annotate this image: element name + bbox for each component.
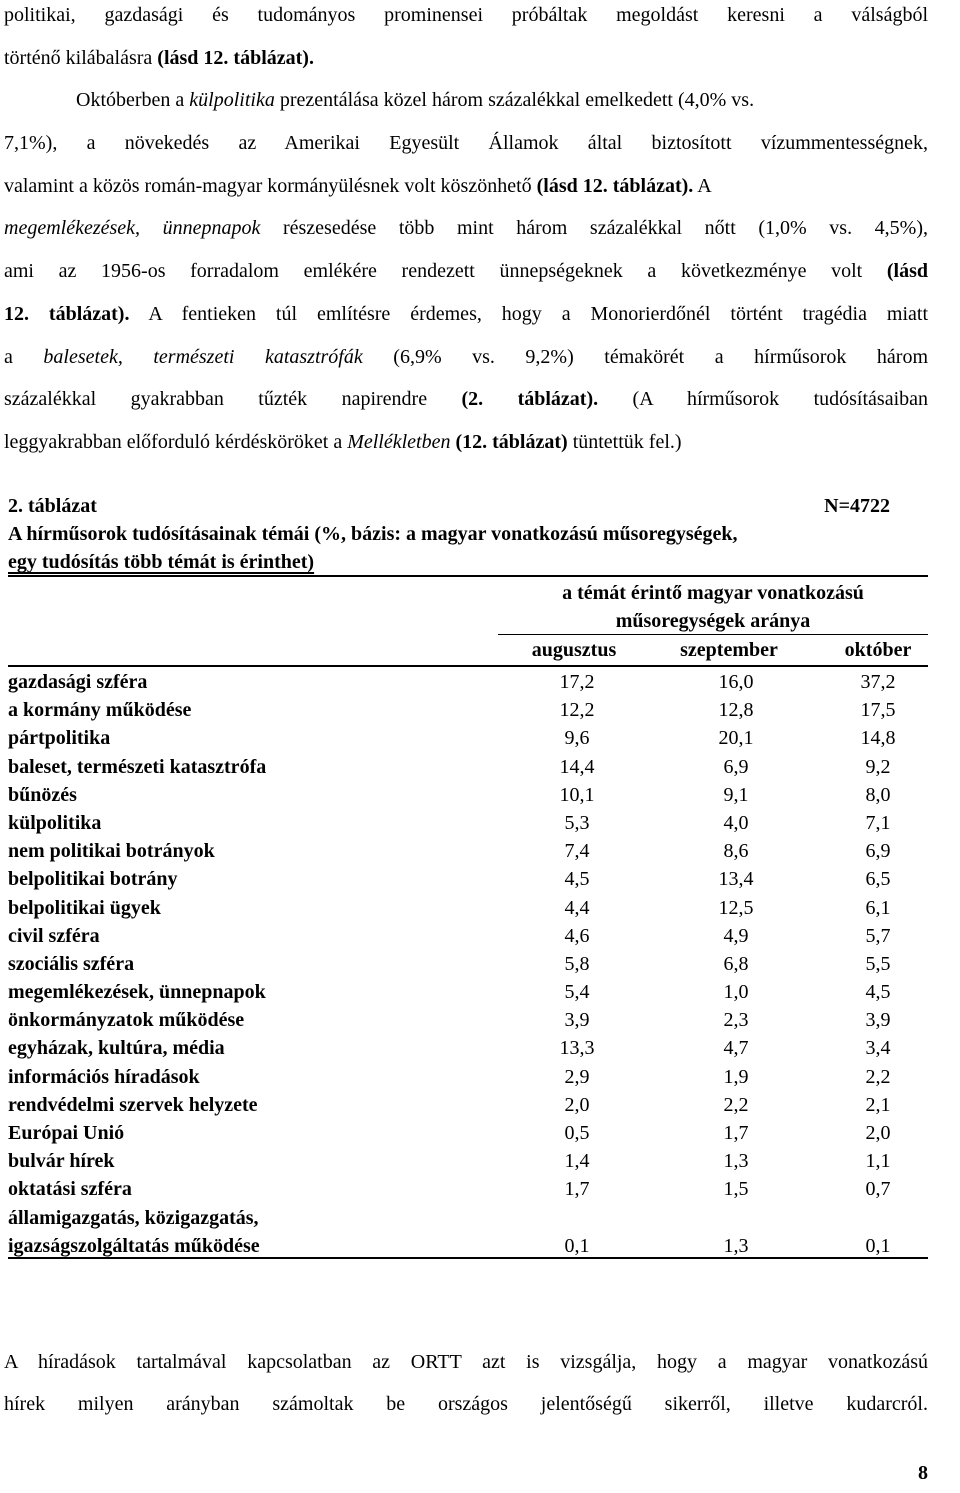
table-row: [8, 837, 928, 865]
row-label: önkormányzatok működése: [8, 1009, 245, 1032]
sample-size: N=4722: [824, 495, 890, 517]
value-szeptember: 4,9: [723, 924, 749, 947]
text-line: [4, 378, 928, 421]
value-oktober: 0,1: [865, 1234, 891, 1257]
value-augusztus: 0,5: [564, 1122, 590, 1144]
table-bottom-rule: [8, 1257, 928, 1259]
table-reference: (lásd 12. táblázat).: [536, 174, 694, 197]
value-augusztus: 13,3: [559, 1037, 595, 1060]
text-line: [4, 122, 928, 165]
value-szeptember: 1,3: [723, 1234, 749, 1257]
table-number: 2. táblázat: [8, 495, 97, 517]
row-label-line: igazságszolgáltatás működése: [8, 1234, 260, 1257]
text-run: leggyakrabban előforduló kérdésköröket a: [4, 430, 343, 453]
text-line: [4, 293, 928, 336]
value-augusztus: 17,2: [559, 671, 595, 693]
emphasis-term: megemlékezések, ünnepnapok: [4, 217, 261, 240]
value-augusztus: 5,4: [564, 981, 590, 1004]
page-number: 8: [918, 1462, 928, 1484]
column-header-szeptember: szeptember: [680, 639, 778, 661]
text-run: a: [4, 345, 13, 368]
row-label: megemlékezések, ünnepnapok: [8, 981, 266, 1004]
table-reference: (lásd 12. táblázat).: [157, 46, 314, 69]
value-augusztus: 7,4: [564, 840, 590, 863]
text-run: A híradások tartalmával kapcsolatban az ORTT azt is vizsgálja, hogy a magyar vonatkozású: [4, 1351, 928, 1373]
table-body: [8, 668, 928, 1260]
table-row: [8, 1119, 928, 1147]
table-row: [8, 1204, 928, 1260]
text-run: politikai, gazdasági és tudományos prominensei próbáltak megoldást keresni a válságból: [4, 4, 928, 26]
intro-text: [4, 0, 928, 464]
table-row: [8, 696, 928, 724]
value-szeptember: 1,3: [723, 1150, 749, 1173]
table-row: [8, 668, 928, 696]
value-augusztus: 10,1: [559, 783, 595, 806]
table-row: [8, 753, 928, 781]
text-run: hírek milyen arányban számoltak be országos jelentőségű sikerről, illetve kudarcról.: [4, 1393, 928, 1415]
value-oktober: 3,4: [865, 1037, 891, 1060]
value-augusztus: 1,4: [564, 1150, 590, 1173]
row-label: [8, 1204, 260, 1260]
table-reference: 12. táblázat).: [4, 302, 130, 325]
row-label: egyházak, kultúra, média: [8, 1037, 225, 1060]
value-oktober: 5,5: [865, 952, 891, 975]
group-header-rule: [498, 634, 928, 635]
text-line: [4, 37, 928, 80]
text-run: Októberben a: [76, 89, 185, 112]
table-row: [8, 978, 928, 1006]
table-caption: [8, 548, 928, 576]
text-line: [4, 1383, 928, 1425]
table-row: [8, 1147, 928, 1175]
value-augusztus: 2,0: [564, 1093, 590, 1116]
text-line: [4, 421, 928, 464]
value-augusztus: 4,6: [564, 924, 590, 947]
text-line: [4, 207, 928, 250]
value-augusztus: 2,9: [564, 1065, 590, 1088]
value-szeptember: 2,3: [723, 1009, 749, 1032]
text-line: [4, 1341, 928, 1383]
value-szeptember: 1,5: [723, 1178, 749, 1201]
value-szeptember: 12,8: [718, 699, 754, 722]
emphasis-term: külpolitika: [189, 89, 275, 112]
value-szeptember: 1,7: [723, 1122, 749, 1144]
value-oktober: 9,2: [865, 755, 891, 778]
value-oktober: 37,2: [860, 671, 896, 693]
value-augusztus: 1,7: [564, 1178, 590, 1201]
value-augusztus: 0,1: [564, 1234, 590, 1257]
row-label: oktatási szféra: [8, 1178, 132, 1201]
table-caption-underlined: egy tudósítás több témát is érinthet): [8, 551, 315, 573]
value-oktober: 2,0: [865, 1122, 891, 1144]
text-run: A fentieken túl említésre érdemes, hogy a Monorierdőnél történt tragédia miatt: [148, 302, 928, 325]
value-szeptember: 20,1: [718, 727, 754, 750]
value-augusztus: 4,4: [564, 896, 590, 919]
row-label: gazdasági szféra: [8, 671, 148, 693]
value-oktober: 0,7: [865, 1178, 891, 1201]
row-label: bulvár hírek: [8, 1150, 115, 1173]
value-oktober: 14,8: [860, 727, 896, 750]
row-label: információs híradások: [8, 1065, 200, 1088]
text-run: valamint a közös román-magyar kormányülésnek volt köszönhető: [4, 174, 532, 197]
value-szeptember: 8,6: [723, 840, 749, 863]
value-augusztus: 3,9: [564, 1009, 590, 1032]
value-szeptember: 9,1: [723, 783, 749, 806]
table-row: [8, 1034, 928, 1062]
value-szeptember: 6,8: [723, 952, 749, 975]
table-reference: (2. táblázat).: [461, 388, 599, 411]
table-caption: A hírműsorok tudósításainak témái (%, bázis: a magyar vonatkozású műsoregységek,: [8, 523, 738, 545]
value-oktober: 2,2: [865, 1065, 891, 1088]
value-szeptember: 6,9: [723, 755, 749, 778]
text-line: [4, 250, 928, 293]
value-szeptember: 13,4: [718, 868, 754, 891]
table-row: [8, 781, 928, 809]
text-run: (6,9% vs. 9,2%) témakörét a hírműsorok három: [393, 345, 928, 368]
text-run: (A hírműsorok tudósításaiban: [632, 388, 928, 411]
text-run: ami az 1956-os forradalom emlékére rendezett ünnepségeknek a következménye volt: [4, 260, 863, 283]
table-row: [8, 809, 928, 837]
row-label: bűnözés: [8, 783, 77, 806]
table-reference: (lásd: [886, 260, 928, 283]
value-szeptember: 1,9: [723, 1065, 749, 1088]
table-row: [8, 724, 928, 752]
row-label: a kormány működése: [8, 699, 192, 722]
table-row: [8, 950, 928, 978]
row-label: civil szféra: [8, 924, 100, 947]
text-run: 7,1%), a növekedés az Amerikai Egyesült Államok által biztosított vízummentességnek,: [4, 132, 928, 155]
table-row: [8, 1006, 928, 1034]
group-header-line: műsoregységek aránya: [615, 610, 811, 632]
table-header: [8, 492, 928, 576]
row-label: szociális szféra: [8, 952, 135, 975]
row-label: belpolitikai botrány: [8, 868, 178, 891]
value-oktober: 5,7: [865, 924, 891, 947]
text-line: [4, 165, 928, 208]
row-label: nem politikai botrányok: [8, 840, 215, 863]
column-header-augusztus: augusztus: [531, 639, 617, 661]
text-run: prezentálása közel három százalékkal emelkedett (4,0% vs.: [279, 89, 755, 112]
value-oktober: 6,9: [865, 840, 891, 863]
table-title-row: [8, 492, 928, 520]
row-label: külpolitika: [8, 811, 102, 834]
value-oktober: 2,1: [865, 1093, 891, 1116]
row-label: Európai Unió: [8, 1122, 125, 1144]
row-label: baleset, természeti katasztrófa: [8, 755, 267, 778]
value-oktober: 3,9: [865, 1009, 891, 1032]
table-row: [8, 1063, 928, 1091]
table-row: [8, 865, 928, 893]
value-szeptember: 4,7: [723, 1037, 749, 1060]
text-run: tüntettük fel.): [572, 430, 682, 453]
row-label-line: államigazgatás, közigazgatás,: [8, 1206, 259, 1229]
row-label: rendvédelmi szervek helyzete: [8, 1093, 258, 1116]
value-szeptember: 2,2: [723, 1093, 749, 1116]
table-row: [8, 1091, 928, 1119]
value-oktober: 4,5: [865, 981, 891, 1004]
value-szeptember: 16,0: [718, 671, 754, 693]
text-line: [4, 79, 928, 122]
value-oktober: 6,1: [865, 896, 891, 919]
table-top-rule: [8, 575, 928, 577]
value-oktober: 1,1: [865, 1150, 891, 1173]
text-line: [4, 0, 928, 37]
column-group-header: [498, 579, 928, 635]
value-szeptember: 4,0: [723, 811, 749, 834]
text-line: [4, 336, 928, 379]
column-header-oktober: október: [844, 639, 912, 661]
row-label: pártpolitika: [8, 727, 111, 750]
table-row: [8, 894, 928, 922]
value-oktober: 7,1: [865, 811, 891, 834]
text-run: százalékkal gyakrabban tűzték napirendre: [4, 388, 428, 411]
value-augusztus: 9,6: [564, 727, 590, 750]
table-header-rule: [8, 665, 928, 667]
table-row: [8, 1175, 928, 1203]
table-reference: (12. táblázat): [455, 430, 568, 453]
emphasis-term: balesetek, természeti katasztrófák: [43, 345, 363, 368]
value-augusztus: 4,5: [564, 868, 590, 891]
value-augusztus: 5,3: [564, 811, 590, 834]
value-szeptember: 1,0: [723, 981, 749, 1004]
group-header-line: a témát érintő magyar vonatkozású: [562, 582, 864, 604]
value-augusztus: 14,4: [559, 755, 595, 778]
value-szeptember: 12,5: [718, 896, 754, 919]
row-label: belpolitikai ügyek: [8, 896, 161, 919]
table-row: [8, 922, 928, 950]
text-run: történő kilábalásra: [4, 46, 153, 69]
emphasis-term: Mellékletben: [347, 430, 451, 453]
text-run: A: [697, 174, 712, 197]
value-augusztus: 5,8: [564, 952, 590, 975]
closing-text: [4, 1341, 928, 1425]
text-run: részesedése több mint három százalékkal nőtt (1,0% vs. 4,5%),: [282, 217, 928, 240]
value-oktober: 8,0: [865, 783, 891, 806]
value-oktober: 17,5: [860, 699, 896, 722]
value-oktober: 6,5: [865, 868, 891, 891]
value-augusztus: 12,2: [559, 699, 595, 722]
